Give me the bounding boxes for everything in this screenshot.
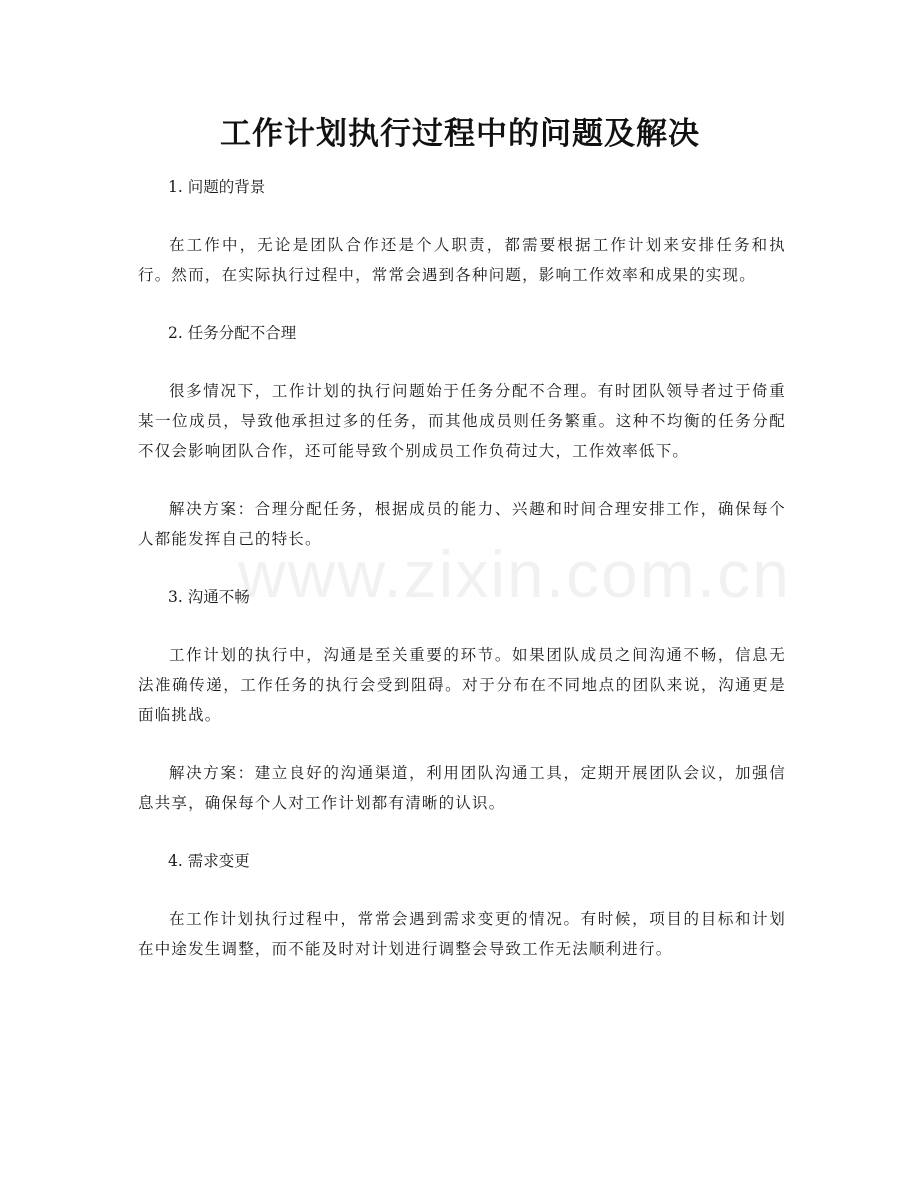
- section-heading: 2. 任务分配不合理: [168, 324, 297, 342]
- section-paragraph: 在工作计划执行过程中，常常会遇到需求变更的情况。有时候，项目的目标和计划在中途发生调整，而不能及时对计划进行调整会导致工作无法顺利进行。: [138, 910, 786, 958]
- section-task-allocation: [138, 318, 786, 554]
- watermark: www.zixin.com.cn: [238, 537, 791, 611]
- section-requirement-change: [138, 846, 786, 964]
- document-title: 工作计划执行过程中的问题及解决: [220, 116, 700, 152]
- section-heading: 3. 沟通不畅: [168, 588, 250, 606]
- section-background: [138, 172, 786, 290]
- section-heading: 1. 问题的背景: [168, 178, 266, 196]
- section-paragraph: 很多情况下，工作计划的执行问题始于任务分配不合理。有时团队领导者过于倚重某一位成员，导致他承担过多的任务，而其他成员则任务繁重。这种不均衡的任务分配不仅会影响团队合作，还可能导致个别成员工作负荷过大，工作效率低下。: [138, 382, 786, 460]
- solution-paragraph: 解决方案：建立良好的沟通渠道，利用团队沟通工具，定期开展团队会议，加强信息共享，确保每个人对工作计划都有清晰的认识。: [138, 764, 786, 812]
- document-body: [138, 172, 786, 992]
- section-paragraph: 工作计划的执行中，沟通是至关重要的环节。如果团队成员之间沟通不畅，信息无法准确传递，工作任务的执行会受到阻碍。对于分布在不同地点的团队来说，沟通更是面临挑战。: [138, 646, 786, 724]
- solution-paragraph: 解决方案：合理分配任务，根据成员的能力、兴趣和时间合理安排工作，确保每个人都能发挥自己的特长。: [138, 500, 786, 548]
- section-paragraph: 在工作中，无论是团队合作还是个人职责，都需要根据工作计划来安排任务和执行。然而，在实际执行过程中，常常会遇到各种问题，影响工作效率和成果的实现。: [138, 236, 786, 284]
- section-heading: 4. 需求变更: [168, 852, 250, 870]
- section-communication: [138, 582, 786, 818]
